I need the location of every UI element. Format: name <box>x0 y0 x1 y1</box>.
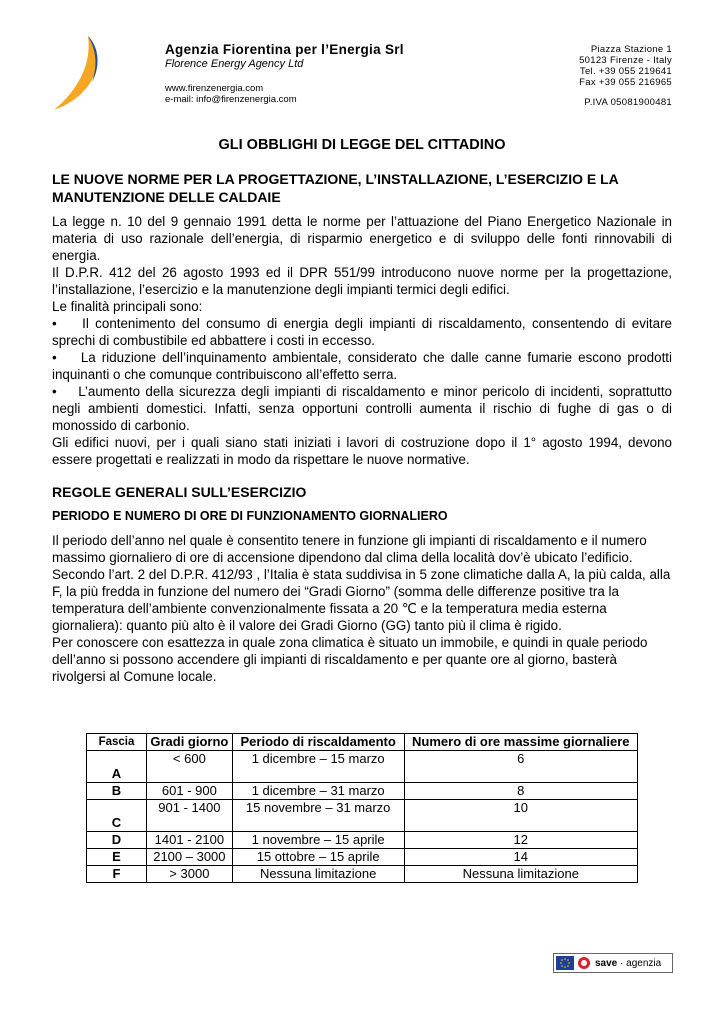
section-heading: REGOLE GENERALI SULL’ESERCIZIO <box>52 484 307 500</box>
page-title: GLI OBBLIGHI DI LEGGE DEL CITTADINO <box>218 137 506 153</box>
company-name: Agenzia Fiorentina per l’Energia Srl <box>165 42 404 57</box>
eu-flag-icon <box>556 956 574 970</box>
paragraph: Secondo l’art. 2 del D.P.R. 412/93 , l’Italia è stata suddivisa in 5 zone climatiche dalla A, la più calda, alla F, la più fredda in funzione del numero dei “Gradi Giorno” (somma delle differenze positive tra la temperatura dell’ambiente convenzionalmente fissata a 20 ℃ e la temperatura media esterna giornaliera): quanto più alto è il valore dei Gradi Giorno (GG) tanto più il clima è rigido. <box>52 567 671 633</box>
sun-icon <box>577 956 591 970</box>
cell-periodo: 1 dicembre – 31 marzo <box>232 783 404 800</box>
cell-fascia: A <box>87 751 147 783</box>
company-name-en: Florence Energy Agency Ltd <box>165 58 304 70</box>
cell-gradi: 601 - 900 <box>146 783 232 800</box>
table-header-row <box>87 734 638 751</box>
save-agenzia-logo <box>553 953 673 973</box>
bullet-item <box>52 349 672 383</box>
bullet-text: Il contenimento del consumo di energia degli impianti di riscaldamento, consentendo di evitare sprechi di combustibile ed abbattere i costi in eccesso. <box>52 316 672 348</box>
bullet-text: L’aumento della sicurezza degli impianti di riscaldamento e minor pericolo di incidenti, soprattutto negli ambienti domestici. Infatti, senza opportuni controlli aumenta il rischio di fughe di gas o di monossido di carbonio. <box>52 384 672 433</box>
cell-periodo: Nessuna limitazione <box>232 866 404 883</box>
cell-ore: 8 <box>404 783 637 800</box>
cell-fascia: C <box>87 800 147 832</box>
agency-logo-icon <box>48 34 108 114</box>
cell-ore: 10 <box>404 800 637 832</box>
paragraph: Il D.P.R. 412 del 26 agosto 1993 ed il DPR 551/99 introducono nuove norme per la progettazione, l’installazione, l’esercizio e la manutenzione degli impianti termici degli edifici. <box>52 265 672 297</box>
table-row <box>87 800 638 832</box>
table-row <box>87 751 638 783</box>
cell-ore: Nessuna limitazione <box>404 866 637 883</box>
bullet-icon: • <box>52 350 57 365</box>
cell-gradi: > 3000 <box>146 866 232 883</box>
header-fascia: Fascia <box>87 734 147 751</box>
paragraph: Il periodo dell’anno nel quale è consentito tenere in funzione gli impianti di riscaldamento e il numero massimo giornaliero di ore di accensione dipendono dal clima della località dov’è ubicato l’edificio. <box>52 533 647 565</box>
vat-number: P.IVA 05081900481 <box>584 97 672 108</box>
bullet-item <box>52 383 672 434</box>
paragraph: Gli edifici nuovi, per i quali siano stati iniziati i lavori di costruzione dopo il 1° agosto 1994, devono essere progettati e realizzati in modo da rispettare le nuove normative. <box>52 435 672 467</box>
cell-periodo: 1 novembre – 15 aprile <box>232 832 404 849</box>
header-periodo: Periodo di riscaldamento <box>232 734 404 751</box>
cell-gradi: 2100 – 3000 <box>146 849 232 866</box>
section1-body <box>52 213 672 468</box>
cell-periodo: 1 dicembre – 15 marzo <box>232 751 404 783</box>
website-link[interactable]: www.firenzenergia.com <box>165 83 264 94</box>
section-title: LE NUOVE NORME PER LA PROGETTAZIONE, L’INSTALLAZIONE, L’ESERCIZIO E LA MANUTENZIONE DELLE CALDAIE <box>52 171 619 205</box>
paragraph: Per conoscere con esattezza in quale zona climatica è situato un immobile, e quindi in quale periodo dell’anno si possono accendere gli impianti di riscaldamento e per quante ore al giorno, basterà rivolgersi al Comune locale. <box>52 635 648 684</box>
paragraph: La legge n. 10 del 9 gennaio 1991 detta le norme per l’attuazione del Piano Energetico Nazionale in materia di uso razionale dell’energia, di risparmio energetico e di sviluppo delle fonti rinnovabili di energia. <box>52 214 672 263</box>
header-ore: Numero di ore massime giornaliere <box>404 734 637 751</box>
section-subheading: PERIODO E NUMERO DI ORE DI FUNZIONAMENTO GIORNALIERO <box>52 509 448 523</box>
table-row <box>87 849 638 866</box>
cell-periodo: 15 novembre – 31 marzo <box>232 800 404 832</box>
header-gradi-giorno: Gradi giorno <box>146 734 232 751</box>
cell-fascia: D <box>87 832 147 849</box>
footer-logo-text: save · agenzia <box>595 957 662 969</box>
address-block <box>579 44 672 108</box>
section2-body <box>52 532 672 685</box>
cell-ore: 14 <box>404 849 637 866</box>
bullet-item <box>52 315 672 349</box>
cell-ore: 6 <box>404 751 637 783</box>
cell-periodo: 15 ottobre – 15 aprile <box>232 849 404 866</box>
table-row <box>87 832 638 849</box>
bullet-text: La riduzione dell’inquinamento ambientale, considerato che dalle canne fumarie escono prodotti inquinanti o che comunque contribuiscono all’effetto serra. <box>52 350 672 382</box>
cell-ore: 12 <box>404 832 637 849</box>
cell-fascia: B <box>87 783 147 800</box>
bullet-icon: • <box>52 316 57 331</box>
cell-fascia: E <box>87 849 147 866</box>
table-row <box>87 866 638 883</box>
address-line: Piazza Stazione 1 <box>590 44 672 55</box>
table-row <box>87 783 638 800</box>
cell-gradi: 901 - 1400 <box>146 800 232 832</box>
fax-line: Fax +39 055 216965 <box>579 77 672 88</box>
cell-gradi: 1401 - 2100 <box>146 832 232 849</box>
address-line: 50123 Firenze - Italy <box>579 55 672 66</box>
phone-line: Tel. +39 055 219641 <box>579 66 672 77</box>
climate-zones-table <box>86 733 638 883</box>
paragraph: Le finalità principali sono: <box>52 299 203 314</box>
email-link[interactable]: e-mail: info@firenzenergia.com <box>165 94 297 105</box>
cell-fascia: F <box>87 866 147 883</box>
cell-gradi: < 600 <box>146 751 232 783</box>
company-block <box>165 42 404 105</box>
bullet-icon: • <box>52 384 57 399</box>
